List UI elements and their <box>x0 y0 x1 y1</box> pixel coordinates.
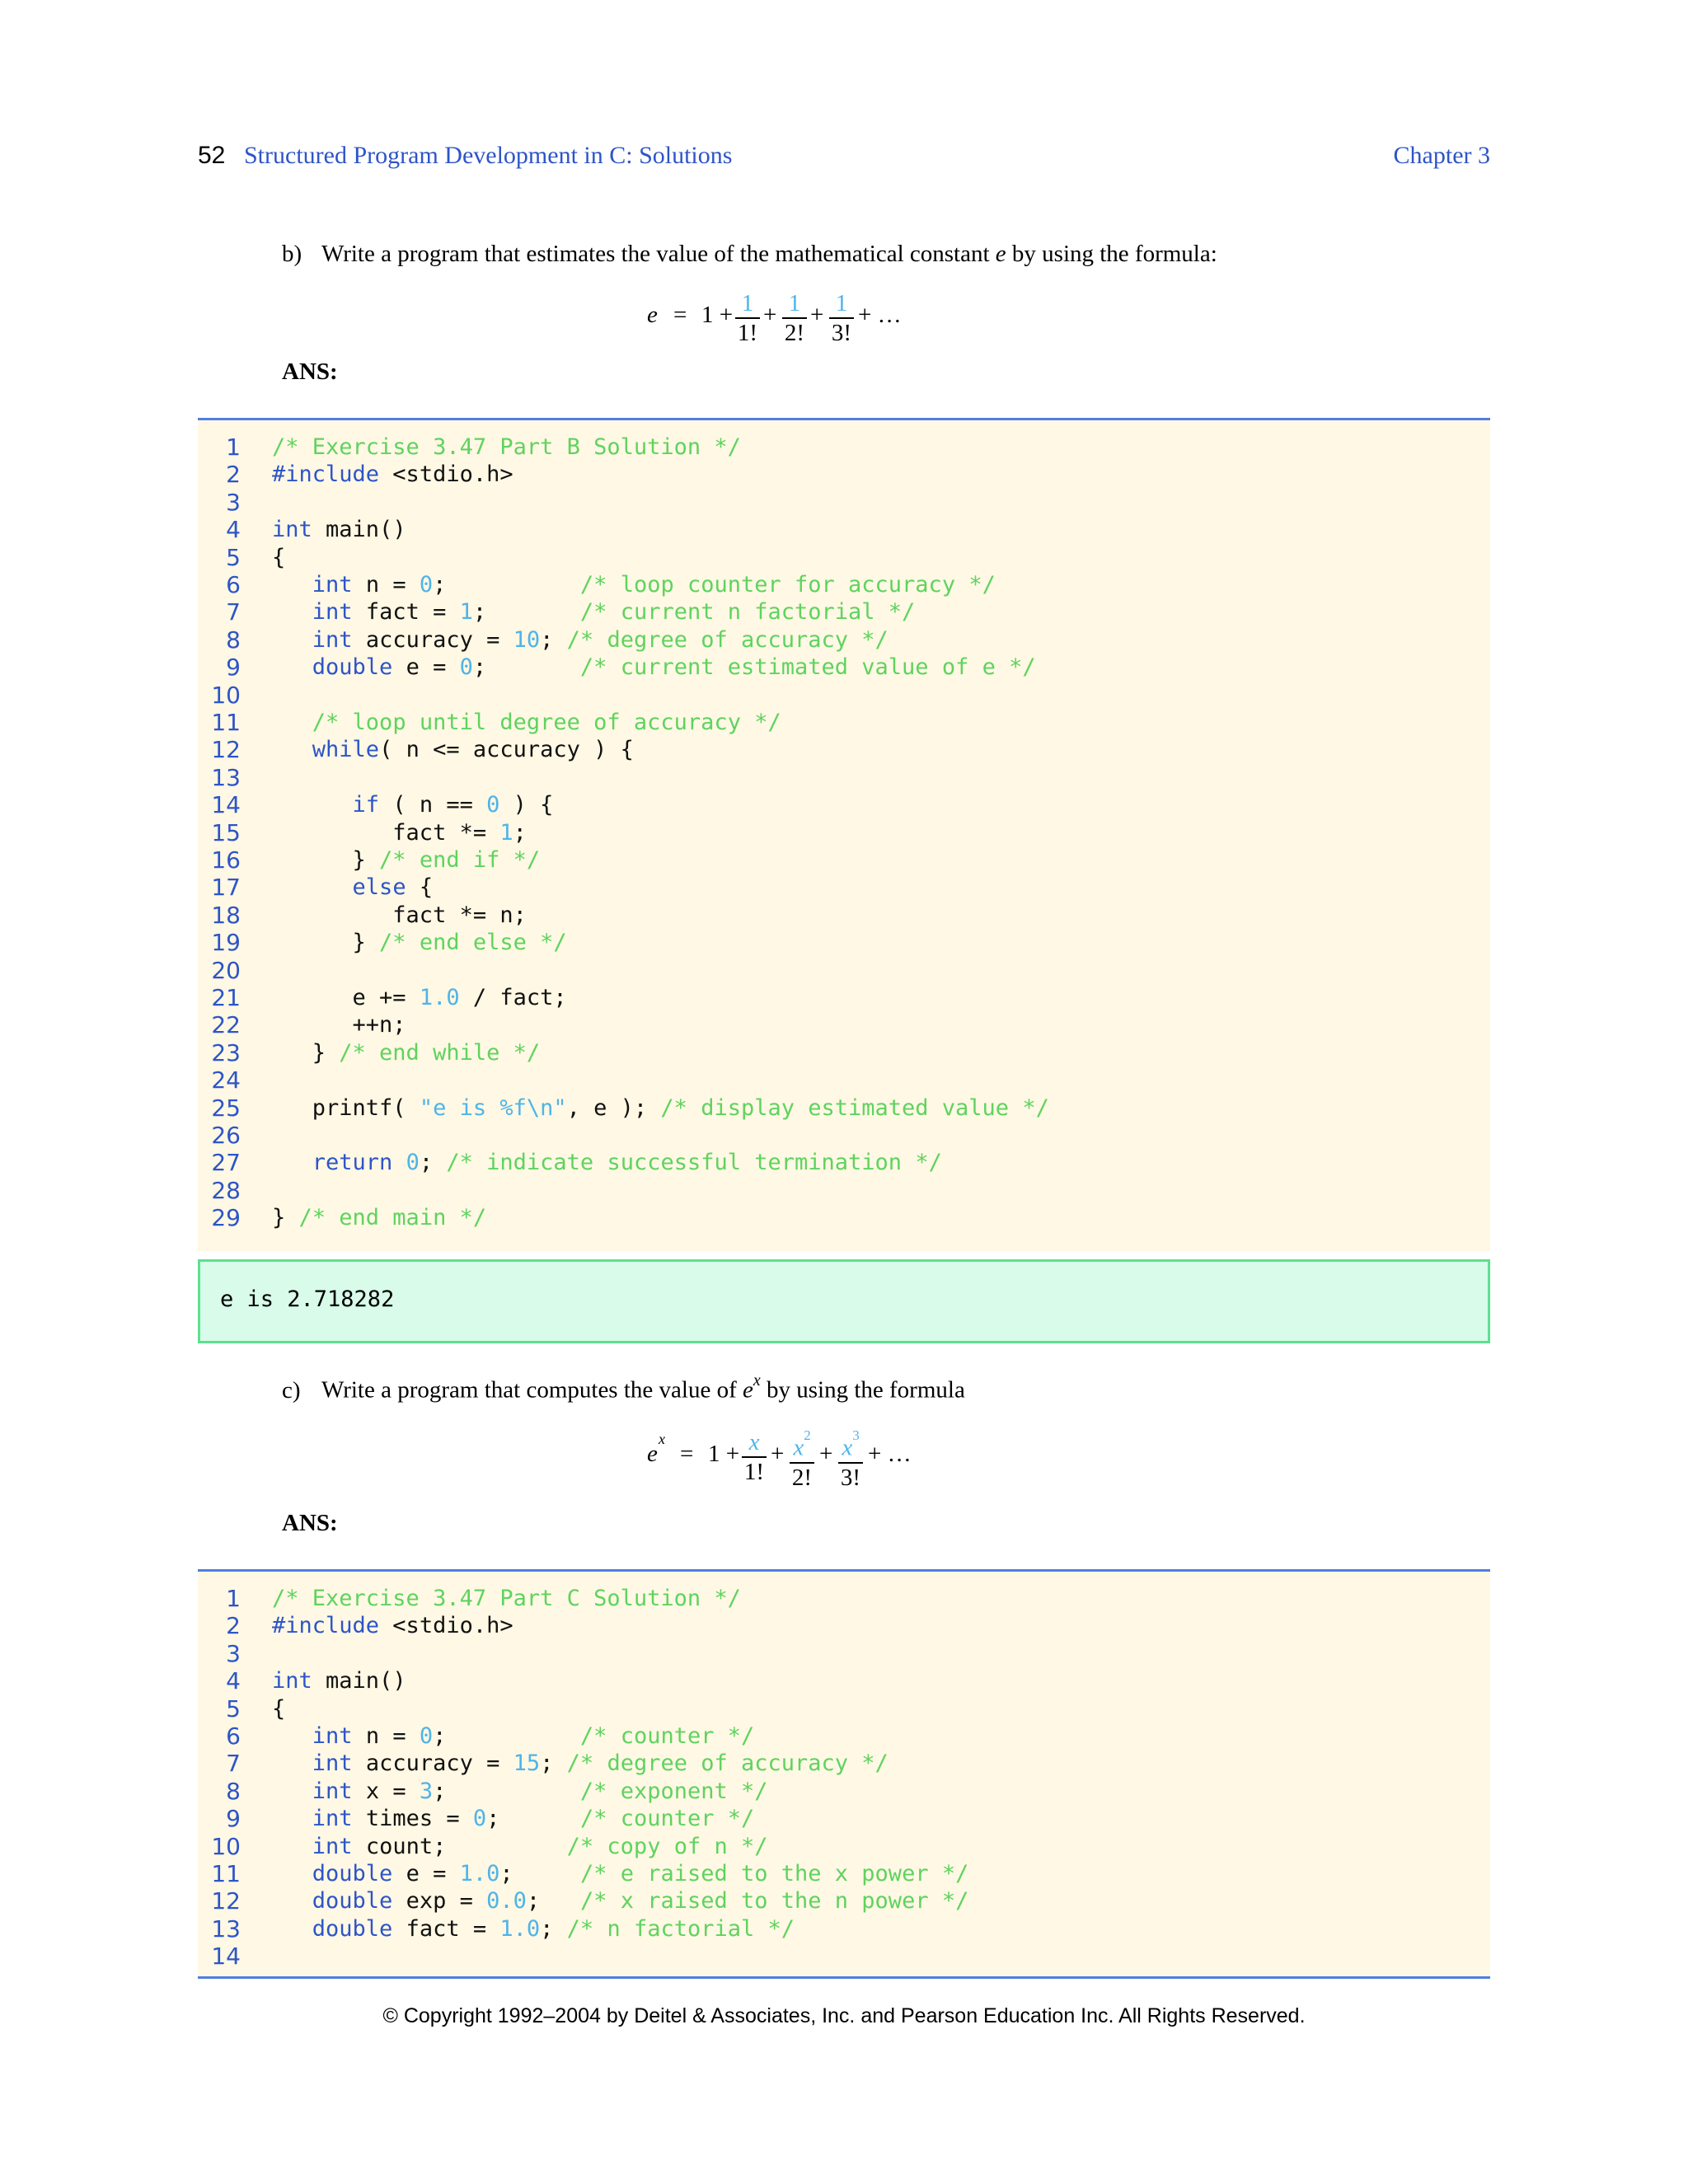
question-letter: c) <box>282 1376 301 1404</box>
code-text <box>272 1915 795 1943</box>
code-token: /* indicate successful termination */ <box>446 1150 942 1176</box>
formula-tail: + … <box>858 302 902 328</box>
fraction <box>742 1430 767 1484</box>
code-token <box>272 599 312 625</box>
line-number: 3 <box>226 1639 241 1667</box>
code-token: /* n factorial */ <box>566 1915 795 1942</box>
code-text <box>272 1011 406 1038</box>
line-number: 27 <box>211 1149 241 1177</box>
line-number: 21 <box>211 984 241 1011</box>
code-token: /* exponent */ <box>579 1778 768 1804</box>
line-number: 17 <box>211 874 241 902</box>
code-token <box>272 1150 312 1175</box>
fraction <box>838 1427 863 1491</box>
formula-e <box>647 291 911 357</box>
code-text <box>272 1585 741 1612</box>
code-token: /* end else */ <box>379 930 567 956</box>
question-exp: x <box>753 1371 761 1390</box>
line-number: 8 <box>226 1777 241 1805</box>
code-token <box>272 737 312 762</box>
code-token: /* current estimated value of e */ <box>579 654 1036 681</box>
code-text <box>272 1667 406 1694</box>
code-token: 1.0 <box>499 1915 541 1942</box>
line-number: 29 <box>211 1204 241 1232</box>
code-token <box>272 1888 312 1914</box>
line-number: 15 <box>211 818 241 846</box>
question-var: e <box>995 241 1006 267</box>
formula-eq: = <box>673 302 687 328</box>
page-number: 52 <box>198 142 226 169</box>
code-token <box>272 1779 312 1804</box>
code-text <box>272 1778 768 1805</box>
code-token: accuracy = <box>352 626 513 653</box>
code-token: 0 <box>459 654 473 681</box>
code-token: /* counter */ <box>579 1723 755 1749</box>
code-text <box>272 1039 540 1066</box>
formula-plus: + <box>810 302 824 328</box>
question-c <box>282 1371 965 1404</box>
code-token: int <box>312 1806 353 1832</box>
code-token: /* degree of accuracy */ <box>566 626 889 653</box>
code-token: /* loop until degree of accuracy */ <box>312 710 781 735</box>
code-text <box>272 1204 486 1231</box>
code-text <box>272 846 540 874</box>
code-token <box>272 1916 312 1942</box>
formula-plus: + <box>771 1441 785 1467</box>
code-token: /* end if */ <box>379 847 541 873</box>
code-token: 1.0 <box>419 985 460 1010</box>
code-token: "e is %f\n" <box>419 1094 567 1121</box>
chapter-label: Chapter 3 <box>1393 142 1490 169</box>
code-token: int <box>312 1778 353 1804</box>
formula-one: 1 + <box>708 1441 740 1467</box>
code-token: count; <box>352 1833 567 1859</box>
fraction <box>829 291 854 345</box>
code-text <box>272 516 406 543</box>
code-token: fact *= <box>272 819 500 846</box>
program-output <box>198 1259 1490 1343</box>
line-number: 13 <box>211 1915 241 1943</box>
code-token: <stdio.h> <box>379 1613 513 1639</box>
code-token: int <box>312 1750 353 1777</box>
code-token: return <box>312 1150 393 1176</box>
code-token: double <box>312 1915 393 1942</box>
code-token <box>392 1150 406 1175</box>
code-text <box>272 874 433 901</box>
code-token: double <box>312 654 393 681</box>
code-token: exp = <box>392 1888 487 1915</box>
code-token: <stdio.h> <box>379 462 513 488</box>
code-token: /* copy of n */ <box>566 1833 768 1859</box>
code-token: ; <box>540 1750 567 1777</box>
code-token: 15 <box>513 1750 541 1777</box>
formula-lhs: e <box>647 302 658 328</box>
line-number: 16 <box>211 846 241 874</box>
line-number: 5 <box>226 543 241 571</box>
code-token <box>272 1834 312 1859</box>
code-token: int <box>272 517 312 543</box>
question-base: e <box>742 1376 753 1404</box>
code-token: ; <box>540 1915 567 1942</box>
code-text <box>272 1833 768 1860</box>
formula-lhs: e <box>647 1441 658 1467</box>
line-number: 9 <box>226 654 241 682</box>
code-token: { <box>272 1695 286 1722</box>
line-number: 13 <box>211 763 241 791</box>
denominator: 3! <box>831 320 852 346</box>
formula-plus: + <box>763 302 777 328</box>
code-token: { <box>272 544 286 570</box>
code-token: ; <box>433 1723 580 1749</box>
code-text <box>272 984 567 1011</box>
code-token: ( n <= accuracy ) { <box>379 737 634 763</box>
code-text <box>272 461 513 488</box>
code-token: int <box>312 626 353 653</box>
formula-tail: + … <box>868 1441 912 1467</box>
code-token: ; <box>472 654 580 681</box>
code-text <box>272 1612 513 1639</box>
line-number: 11 <box>211 1860 241 1887</box>
code-token: /* end main */ <box>298 1205 487 1231</box>
code-token: /* counter */ <box>579 1806 755 1832</box>
code-token <box>272 1723 312 1749</box>
code-token: int <box>312 572 353 598</box>
numerator: 1 <box>788 290 801 316</box>
code-token: fact = <box>352 599 460 626</box>
code-token: 1.0 <box>459 1861 500 1886</box>
code-token: while <box>312 737 380 763</box>
code-token <box>272 874 353 900</box>
code-token: /* e raised to the x power */ <box>579 1861 969 1886</box>
formula-ex <box>647 1424 927 1490</box>
code-token: e = <box>392 1861 460 1886</box>
line-number: 24 <box>211 1066 241 1094</box>
code-text <box>272 1860 968 1887</box>
formula-eq: = <box>680 1441 694 1467</box>
code-token: main() <box>312 517 406 543</box>
code-token: main() <box>312 1668 406 1694</box>
line-number: 3 <box>226 488 241 516</box>
code-text <box>272 434 741 461</box>
code-text <box>272 1805 754 1832</box>
code-text <box>272 1695 285 1722</box>
fraction <box>782 291 807 345</box>
line-number: 6 <box>226 1722 241 1750</box>
code-text <box>272 544 285 571</box>
code-token: e += <box>272 985 420 1010</box>
output-text: e is 2.718282 <box>220 1286 395 1312</box>
numerator-exp: 3 <box>852 1427 860 1443</box>
code-token <box>272 792 353 818</box>
code-token: fact *= n; <box>272 902 527 928</box>
line-number: 28 <box>211 1176 241 1204</box>
question-text-end: by using the formula: <box>1011 241 1217 267</box>
code-token: /* end while */ <box>339 1039 541 1066</box>
code-text <box>272 929 567 956</box>
code-token: 0 <box>419 572 434 598</box>
line-number: 8 <box>226 626 241 654</box>
code-token: ; <box>486 1806 580 1832</box>
numerator: x <box>793 1434 804 1461</box>
code-token: double <box>312 1861 393 1886</box>
answer-label: ANS: <box>282 1510 338 1536</box>
code-token: ; <box>513 819 527 846</box>
fraction <box>790 1427 814 1491</box>
code-token: ( n == <box>379 792 487 818</box>
code-text <box>272 598 915 626</box>
question-text: Write a program that estimates the value of the mathematical constant <box>321 241 990 267</box>
code-token <box>272 710 312 735</box>
line-number: 5 <box>226 1694 241 1722</box>
code-text <box>272 736 634 763</box>
code-token: } <box>272 1039 340 1066</box>
code-token: ; <box>526 1888 580 1915</box>
code-token: x = <box>352 1778 420 1804</box>
code-token: e = <box>392 654 460 681</box>
denominator: 2! <box>791 1464 813 1491</box>
code-token: #include <box>272 462 380 488</box>
code-text <box>272 709 781 736</box>
line-number: 6 <box>226 571 241 598</box>
line-number: 20 <box>211 956 241 984</box>
line-number: 2 <box>226 1612 241 1640</box>
line-number: 4 <box>226 516 241 544</box>
line-number: 1 <box>226 434 241 461</box>
line-number: 1 <box>226 1585 241 1612</box>
code-text <box>272 571 996 598</box>
line-number: 10 <box>211 681 241 709</box>
code-token <box>272 1806 312 1831</box>
numerator: 1 <box>741 290 754 316</box>
line-number: 10 <box>211 1832 241 1860</box>
code-token: 3 <box>419 1778 434 1804</box>
code-token: /* degree of accuracy */ <box>566 1750 889 1777</box>
line-number: 22 <box>211 1011 241 1039</box>
line-number: 23 <box>211 1038 241 1066</box>
code-token: int <box>312 599 353 626</box>
code-token: } <box>272 1205 299 1231</box>
code-token: ; <box>540 626 567 653</box>
code-token: int <box>272 1668 312 1694</box>
question-text: Write a program that computes the value of <box>321 1376 737 1404</box>
code-text <box>272 791 553 818</box>
code-token <box>272 572 312 598</box>
line-number: 7 <box>226 598 241 626</box>
code-token: , e ); <box>566 1094 661 1121</box>
code-token: #include <box>272 1613 380 1639</box>
code-token: if <box>352 792 380 818</box>
formula-lhs-exp: x <box>659 1431 665 1447</box>
code-token: n = <box>352 1723 420 1749</box>
code-token: 0 <box>419 1723 434 1749</box>
fraction <box>735 291 760 345</box>
code-token: 0 <box>472 1806 487 1832</box>
code-token: ; <box>433 1778 580 1804</box>
line-number: 11 <box>211 709 241 736</box>
code-token <box>272 654 312 680</box>
code-token: { <box>406 874 434 901</box>
denominator: 1! <box>743 1459 765 1485</box>
code-text <box>272 1750 889 1777</box>
code-token: n = <box>352 572 420 598</box>
code-token: ; <box>419 1150 447 1176</box>
code-token: int <box>312 1723 353 1749</box>
line-number: 4 <box>226 1667 241 1695</box>
code-token: /* display estimated value */ <box>660 1094 1049 1121</box>
line-number: 9 <box>226 1805 241 1833</box>
line-number: 7 <box>226 1750 241 1778</box>
code-token: ) { <box>499 792 554 818</box>
code-token: /* Exercise 3.47 Part C Solution */ <box>272 1586 741 1611</box>
code-token: 0.0 <box>486 1888 527 1915</box>
numerator: 1 <box>835 290 848 316</box>
code-listing-c <box>198 1569 1490 1979</box>
code-token: 0 <box>406 1150 420 1176</box>
code-token: ; <box>499 1861 580 1886</box>
code-token: ; <box>433 572 580 598</box>
code-token: ++n; <box>272 1012 406 1038</box>
line-number: 25 <box>211 1094 241 1122</box>
denominator: 3! <box>840 1464 861 1491</box>
code-token: accuracy = <box>352 1750 513 1777</box>
question-letter: b) <box>282 241 302 267</box>
code-token: / fact; <box>459 985 567 1010</box>
question-b <box>282 241 1217 268</box>
code-token: 1 <box>459 599 473 626</box>
code-text <box>272 1094 1049 1122</box>
denominator: 2! <box>784 320 805 346</box>
code-token: double <box>312 1888 393 1915</box>
code-token: times = <box>352 1806 473 1832</box>
line-number: 14 <box>211 1943 241 1971</box>
page-header <box>198 142 1490 183</box>
code-token: 0 <box>486 792 500 818</box>
code-token: 10 <box>513 626 541 653</box>
code-token: /* x raised to the n power */ <box>579 1888 969 1915</box>
code-token: /* loop counter for accuracy */ <box>579 572 996 598</box>
code-token: } <box>272 847 380 873</box>
code-token: /* current n factorial */ <box>579 599 916 626</box>
code-token <box>272 1750 312 1776</box>
code-listing-b <box>198 418 1490 1251</box>
line-number: 18 <box>211 901 241 929</box>
formula-plus: + <box>819 1441 833 1467</box>
code-text <box>272 902 527 929</box>
code-text <box>272 819 527 846</box>
formula-one: 1 + <box>701 302 734 328</box>
code-token: ; <box>472 599 580 626</box>
line-number: 14 <box>211 791 241 819</box>
numerator: x <box>842 1434 853 1461</box>
code-token: int <box>312 1833 353 1859</box>
numerator-exp: 2 <box>804 1427 811 1443</box>
code-token: printf( <box>272 1094 420 1121</box>
code-text <box>272 626 889 654</box>
code-text <box>272 1722 754 1750</box>
chapter-title: Structured Program Development in C: Solutions <box>244 142 733 169</box>
code-token: } <box>272 930 380 956</box>
answer-label: ANS: <box>282 359 338 385</box>
line-number: 26 <box>211 1122 241 1149</box>
line-number: 2 <box>226 461 241 489</box>
code-text <box>272 1149 942 1176</box>
code-text <box>272 1887 968 1915</box>
numerator: x <box>748 1429 760 1455</box>
line-number: 19 <box>211 929 241 957</box>
code-token: /* Exercise 3.47 Part B Solution */ <box>272 434 741 460</box>
line-number: 12 <box>211 1887 241 1915</box>
code-token: fact = <box>392 1915 500 1942</box>
question-text-end: by using the formula <box>767 1376 965 1404</box>
code-token: else <box>352 874 406 901</box>
line-number: 12 <box>211 736 241 764</box>
code-text <box>272 654 1036 681</box>
denominator: 1! <box>737 320 758 346</box>
copyright-footer: © Copyright 1992–2004 by Deitel & Associates, Inc. and Pearson Education Inc. All Rights Reserved. <box>382 2004 1306 2027</box>
code-token <box>272 1861 312 1886</box>
code-token: 1 <box>499 819 513 846</box>
code-token <box>272 627 312 653</box>
